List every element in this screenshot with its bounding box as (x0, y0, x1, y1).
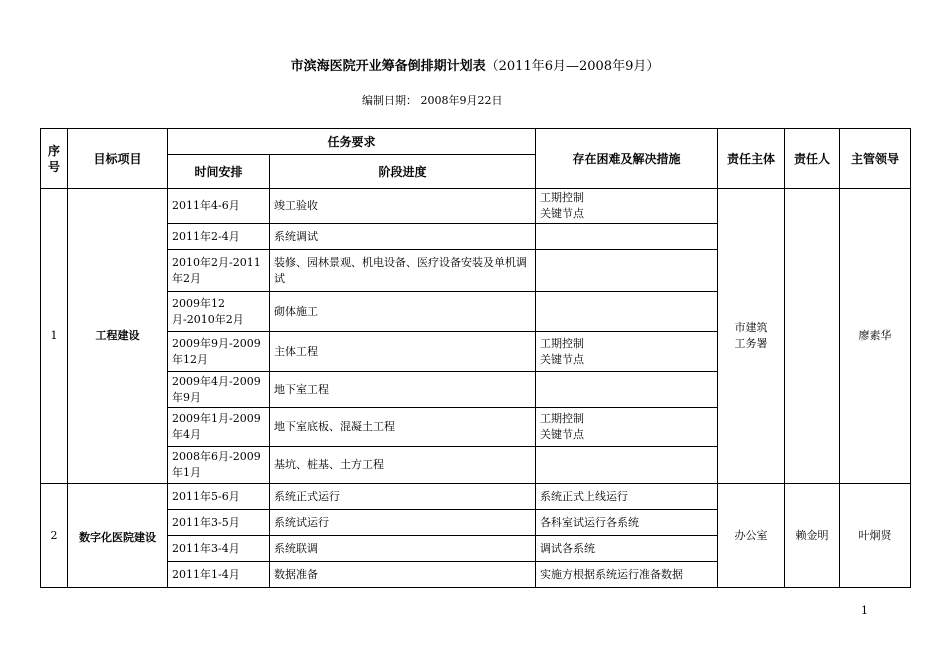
issues-cell: 实施方根据系统运行准备数据 (536, 562, 718, 588)
compile-date (362, 93, 503, 109)
issues-cell (536, 292, 718, 332)
person-cell: 赖金明 (785, 484, 840, 588)
header-owner: 责任主体 (718, 129, 785, 189)
project-cell: 数字化医院建设 (68, 484, 168, 588)
issues-cell: 调试各系统 (536, 536, 718, 562)
issues-cell (536, 447, 718, 484)
header-person: 责任人 (785, 129, 840, 189)
issues-cell: 工期控制 关键节点 (536, 189, 718, 224)
seq-cell: 1 (41, 189, 68, 484)
seq-cell: 2 (41, 484, 68, 588)
leader-cell: 廖素华 (840, 189, 911, 484)
issues-cell: 工期控制 关键节点 (536, 408, 718, 447)
plan-table (40, 128, 911, 588)
time-cell: 2009年9月-2009年12月 (168, 332, 270, 372)
stage-cell: 地下室底板、混凝土工程 (270, 408, 536, 447)
time-cell: 2011年3-4月 (168, 536, 270, 562)
stage-cell: 砌体施工 (270, 292, 536, 332)
stage-cell: 数据准备 (270, 562, 536, 588)
header-task-requirements: 任务要求 (168, 129, 536, 155)
stage-cell: 基坑、桩基、土方工程 (270, 447, 536, 484)
owner-cell: 办公室 (718, 484, 785, 588)
person-cell (785, 189, 840, 484)
compile-date-value: 2008年9月22日 (420, 94, 503, 107)
table-row (41, 189, 911, 224)
stage-cell: 竣工验收 (270, 189, 536, 224)
time-cell: 2009年4月-2009年9月 (168, 372, 270, 408)
issues-cell (536, 224, 718, 250)
page-number: 1 (861, 604, 868, 617)
time-cell: 2008年6月-2009年1月 (168, 447, 270, 484)
owner-cell: 市建筑工务署 (718, 189, 785, 484)
stage-cell: 装修、园林景观、机电设备、医疗设备安装及单机调试 (270, 250, 536, 292)
table-row (41, 484, 911, 510)
header-leader: 主管领导 (840, 129, 911, 189)
stage-cell: 系统正式运行 (270, 484, 536, 510)
time-cell: 2011年3-5月 (168, 510, 270, 536)
issues-cell: 系统正式上线运行 (536, 484, 718, 510)
leader-cell: 叶炯贤 (840, 484, 911, 588)
header-project: 目标项目 (68, 129, 168, 189)
issues-cell: 各科室试运行各系统 (536, 510, 718, 536)
page-title (0, 57, 950, 77)
header-issues: 存在困难及解决措施 (536, 129, 718, 189)
stage-cell: 系统试运行 (270, 510, 536, 536)
page-title-period: （2011年6月—2008年9月） (485, 59, 660, 74)
project-cell: 工程建设 (68, 189, 168, 484)
stage-cell: 主体工程 (270, 332, 536, 372)
time-cell: 2009年1月-2009年4月 (168, 408, 270, 447)
header-time: 时间安排 (168, 155, 270, 189)
time-cell: 2011年1-4月 (168, 562, 270, 588)
stage-cell: 地下室工程 (270, 372, 536, 408)
time-cell: 2011年2-4月 (168, 224, 270, 250)
issues-cell (536, 372, 718, 408)
time-cell: 2011年5-6月 (168, 484, 270, 510)
issues-cell (536, 250, 718, 292)
time-cell: 2011年4-6月 (168, 189, 270, 224)
time-cell: 2009年12月-2010年2月 (168, 292, 270, 332)
stage-cell: 系统调试 (270, 224, 536, 250)
time-cell: 2010年2月-2011年2月 (168, 250, 270, 292)
issues-cell: 工期控制 关键节点 (536, 332, 718, 372)
compile-date-label: 编制日期： (362, 94, 417, 107)
header-seq: 序号 (41, 129, 68, 189)
stage-cell: 系统联调 (270, 536, 536, 562)
header-stage: 阶段进度 (270, 155, 536, 189)
page-title-main: 市滨海医院开业筹备倒排期计划表 (290, 59, 486, 74)
